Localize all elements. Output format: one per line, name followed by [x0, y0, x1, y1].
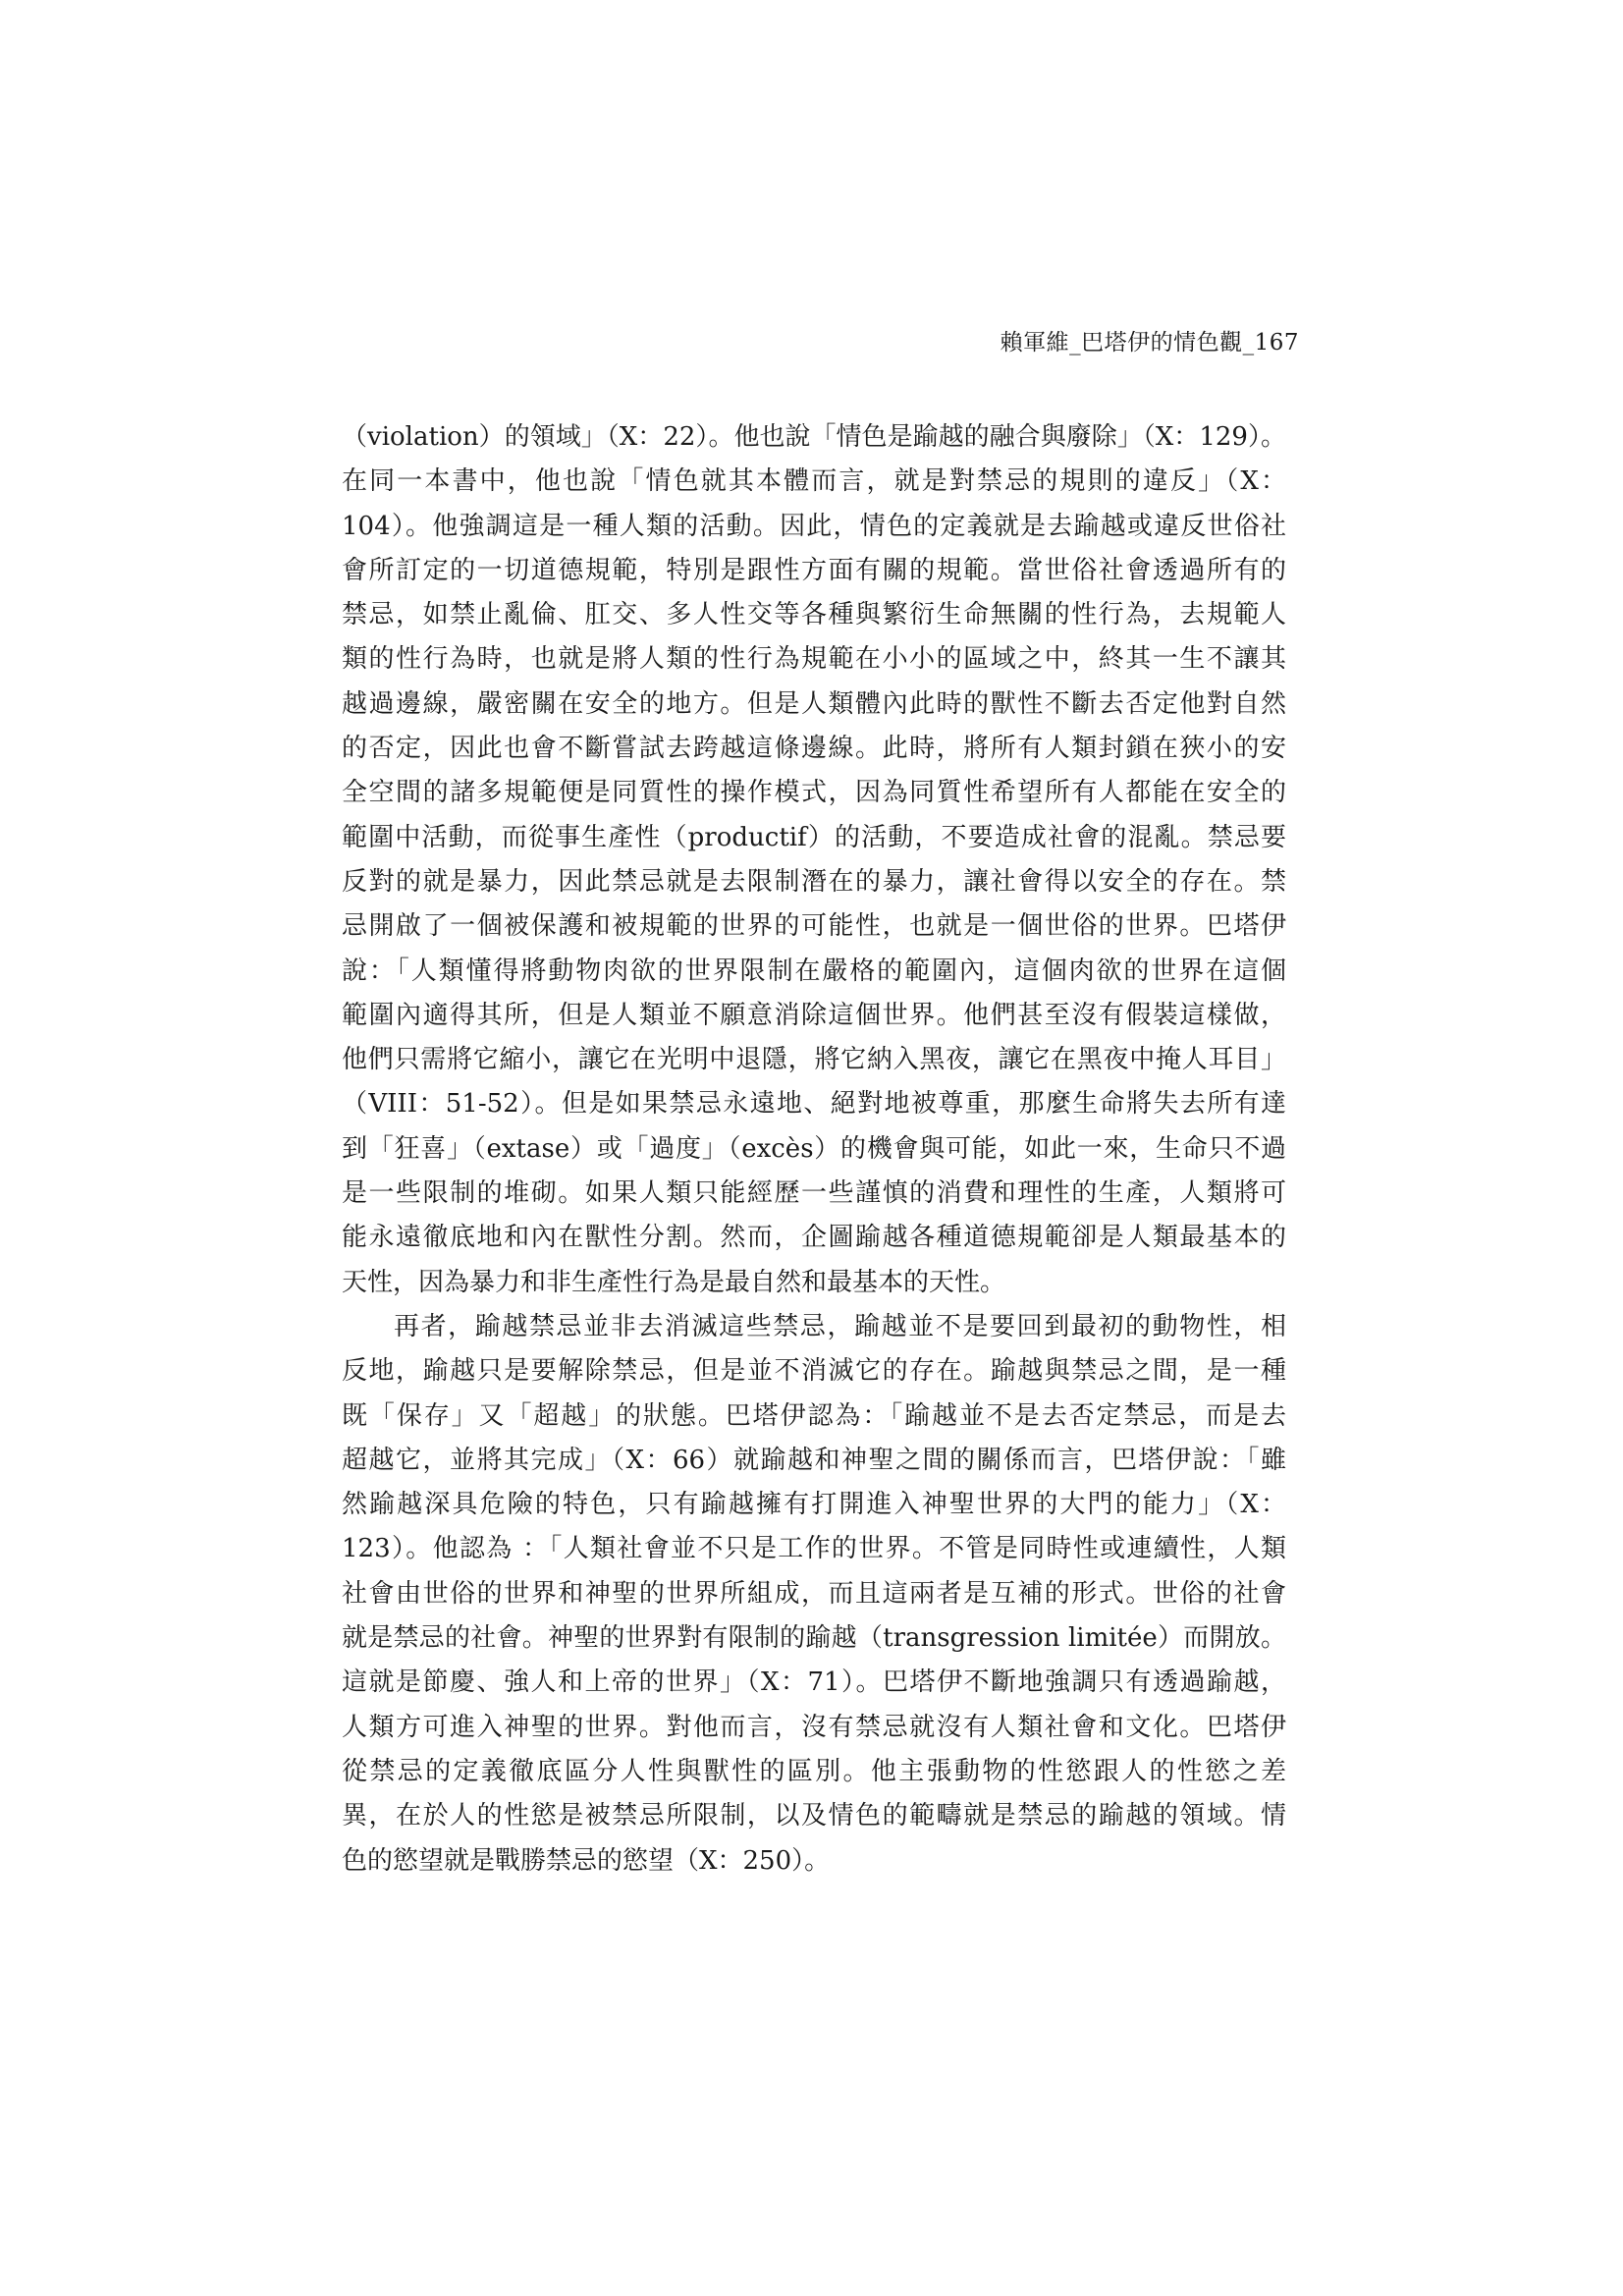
text-line: 到「狂喜」（extase）或「過度」（excès）的機會與可能，如此一來，生命只不過 — [342, 1133, 1286, 1164]
text-line: 的否定，因此也會不斷嘗試去跨越這條邊線。此時，將所有人類封鎖在狹小的安 — [342, 734, 1286, 764]
text-line: 再者，踰越禁忌並非去消滅這些禁忌，踰越並不是要回到最初的動物性，相 — [394, 1311, 1286, 1341]
text-line: 就是禁忌的社會。神聖的世界對有限制的踰越（transgression limitée）而開放。 — [342, 1623, 1286, 1654]
text-line: 類的性行為時，也就是將人類的性行為規範在小小的區域之中，終其一生不讓其 — [342, 644, 1286, 675]
paragraph-1 — [342, 415, 1286, 1305]
text-line: 在同一本書中，他也說「情色就其本體而言，就是對禁忌的規則的違反」（X： — [342, 466, 1286, 497]
text-line: 既「保存」又「超越」的狀態。巴塔伊認為：「踰越並不是去否定禁忌，而是去 — [342, 1400, 1286, 1431]
text-line: （VIII：51-52）。但是如果禁忌永遠地、絕對地被尊重，那麼生命將失去所有達 — [342, 1089, 1286, 1120]
text-line: （violation）的領域」（X：22）。他也說「情色是踰越的融合與廢除」（X：129）。 — [342, 422, 1286, 452]
text-line: 禁忌，如禁止亂倫、肛交、多人性交等各種與繁衍生命無關的性行為，去規範人 — [342, 600, 1286, 630]
text-line: 忌開啟了一個被保護和被規範的世界的可能性，也就是一個世俗的世界。巴塔伊 — [342, 911, 1286, 942]
text-line: 說：「人類懂得將動物肉欲的世界限制在嚴格的範圍內，這個肉欲的世界在這個 — [342, 956, 1286, 986]
text-line: 範圍內適得其所，但是人類並不願意消除這個世界。他們甚至沒有假裝這樣做， — [342, 1000, 1286, 1030]
text-line: 全空間的諸多規範便是同質性的操作模式，因為同質性希望所有人都能在安全的 — [342, 778, 1286, 808]
text-line: 超越它，並將其完成」（X：66）就踰越和神聖之間的關係而言，巴塔伊說：「雖 — [342, 1445, 1286, 1475]
paragraph-2 — [342, 1305, 1286, 1884]
text-line: 越過邊線，嚴密關在安全的地方。但是人類體內此時的獸性不斷去否定他對自然 — [342, 688, 1286, 719]
text-line: 從禁忌的定義徹底區分人性與獸性的區別。他主張動物的性慾跟人的性慾之差 — [342, 1756, 1286, 1786]
text-line: 反對的就是暴力，因此禁忌就是去限制潛在的暴力，讓社會得以安全的存在。禁 — [342, 866, 1286, 897]
text-line: 然踰越深具危險的特色，只有踰越擁有打開進入神聖世界的大門的能力」（X： — [342, 1490, 1286, 1520]
text-line: 天性，因為暴力和非生產性行為是最自然和最基本的天性。 — [342, 1267, 1006, 1297]
text-line: 123）。他認為 ：「人類社會並不只是工作的世界。不管是同時性或連續性，人類 — [342, 1534, 1286, 1564]
text-line: 社會由世俗的世界和神聖的世界所組成，而且這兩者是互補的形式。世俗的社會 — [342, 1578, 1286, 1609]
text-line: 色的慾望就是戰勝禁忌的慾望（X：250）。 — [342, 1845, 831, 1876]
text-line: 反地，踰越只是要解除禁忌，但是並不消滅它的存在。踰越與禁忌之間，是一種 — [342, 1356, 1286, 1387]
text-line: 人類方可進入神聖的世界。對他而言，沒有禁忌就沒有人類社會和文化。巴塔伊 — [342, 1712, 1286, 1742]
text-line: 會所訂定的一切道德規範，特別是跟性方面有關的規範。當世俗社會透過所有的 — [342, 555, 1286, 585]
text-line: 範圍中活動，而從事生產性（productif）的活動，不要造成社會的混亂。禁忌要 — [342, 822, 1286, 852]
text-line: 是一些限制的堆砌。如果人類只能經歷一些謹慎的消費和理性的生產，人類將可 — [342, 1178, 1286, 1209]
text-line: 這就是節慶、強人和上帝的世界」（X：71）。巴塔伊不斷地強調只有透過踰越， — [342, 1667, 1286, 1698]
body-text — [342, 415, 1286, 1884]
text-line: 他們只需將它縮小，讓它在光明中退隱，將它納入黑夜，讓它在黑夜中掩人耳目」 — [342, 1045, 1286, 1075]
text-line: 異，在於人的性慾是被禁忌所限制，以及情色的範疇就是禁忌的踰越的領域。情 — [342, 1801, 1286, 1831]
running-header: 賴軍維_巴塔伊的情色觀_167 — [1000, 330, 1299, 355]
text-line: 104）。他強調這是一種人類的活動。因此，情色的定義就是去踰越或違反世俗社 — [342, 511, 1286, 541]
text-line: 能永遠徹底地和內在獸性分割。然而，企圖踰越各種道德規範卻是人類最基本的 — [342, 1223, 1286, 1253]
